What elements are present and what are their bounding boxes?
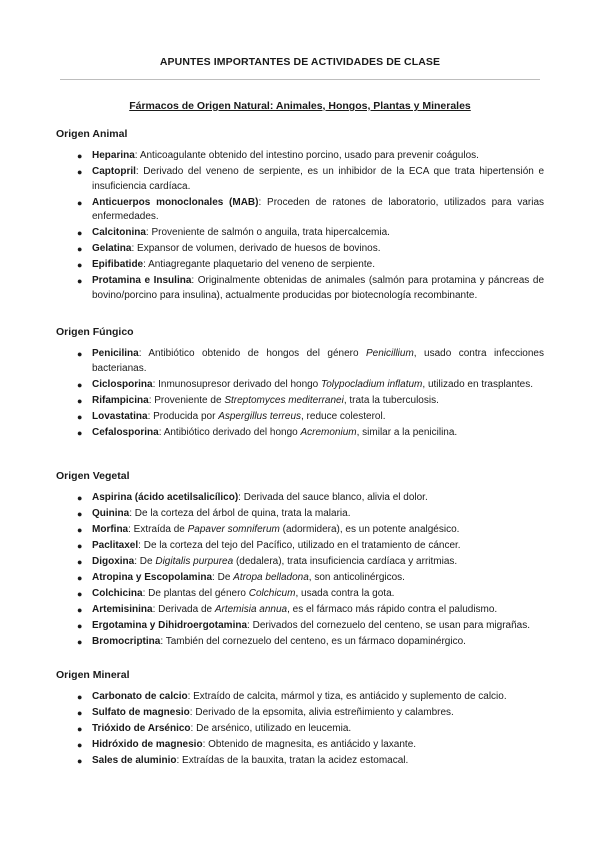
- drug-description: De la corteza del tejo del Pacífico, utilizado en el tratamiento de cáncer.: [143, 539, 461, 551]
- drug-name: Sulfato de magnesio: [92, 706, 190, 718]
- separator: :: [134, 150, 140, 161]
- bullet-icon: ●: [77, 260, 83, 271]
- drug-name: Digoxina: [92, 555, 135, 567]
- bullet-icon: ●: [77, 395, 83, 406]
- bullet-icon: ●: [77, 755, 83, 766]
- bullet-icon: ●: [77, 228, 83, 239]
- drug-description: , usado contra infecciones bacterianas.: [92, 348, 544, 374]
- separator: :: [129, 507, 135, 519]
- drug-description: , reduce colesterol.: [301, 410, 386, 422]
- drug-description: Antibiótico derivado del hongo: [163, 426, 301, 438]
- drug-name: Ergotamina y Dihidroergotamina: [92, 619, 248, 631]
- drug-description: Inmunosupresor derivado del hongo: [158, 378, 322, 390]
- separator: :: [138, 348, 149, 359]
- drug-description: (adormidera), es un potente analgésico.: [279, 523, 460, 535]
- drug-name: Quinina: [92, 507, 130, 519]
- drug-description: Obtenido de magnesita, es antiácido y laxante.: [208, 738, 417, 750]
- separator: :: [176, 754, 183, 766]
- separator: :: [202, 738, 209, 750]
- drug-description: Derivado del veneno de serpiente, es un inhibidor de la ECA que trata hipertensión e insuficiencia cardíaca.: [92, 165, 545, 192]
- bullet-icon: ●: [77, 276, 83, 287]
- drug-description: Antiagregante plaquetario del veneno de serpiente.: [148, 259, 375, 271]
- separator: :: [212, 571, 218, 583]
- list-item: [56, 690, 544, 705]
- section-origen-animal: [56, 128, 544, 305]
- bullet-icon: ●: [77, 588, 83, 599]
- drug-description: , usada contra la gota.: [295, 587, 395, 599]
- drug-name: Heparina: [92, 150, 135, 161]
- section-heading: Origen Animal: [56, 128, 128, 140]
- drug-description: También del cornezuelo del centeno, es un fármaco dopaminérgico.: [165, 635, 466, 647]
- drug-description: , es el fármaco más rápido contra el paludismo.: [287, 603, 498, 615]
- list-item: [56, 603, 544, 618]
- drug-description: De arsénico, utilizado en leucemia.: [196, 722, 352, 734]
- drug-description: De plantas del género: [148, 587, 249, 599]
- separator: :: [191, 275, 198, 287]
- drug-name: Anticuerpos monoclonales (MAB): [92, 196, 259, 208]
- bullet-icon: ●: [77, 244, 83, 255]
- section-origen-mineral: [56, 669, 544, 770]
- species-name: Artemisia annua: [214, 603, 288, 615]
- bullet-icon: ●: [77, 572, 83, 583]
- separator: :: [142, 587, 149, 599]
- separator: :: [158, 426, 164, 438]
- bullet-icon: ●: [77, 508, 83, 519]
- drug-description: Proveniente de: [154, 394, 225, 406]
- drug-name: Protamina e Insulina: [92, 275, 192, 287]
- list-item: [56, 226, 544, 241]
- bullet-icon: ●: [77, 524, 83, 535]
- bullet-icon: ●: [77, 379, 83, 390]
- bullet-icon: ●: [77, 540, 83, 551]
- bullet-icon: ●: [77, 349, 83, 359]
- drug-name: Hidróxido de magnesio: [92, 738, 203, 750]
- drug-description: Extraídas de la bauxita, tratan la acidez estomacal.: [182, 754, 409, 766]
- drug-description: Proceden de ratones de laboratorio, utilizados para varias enfermedades.: [92, 196, 545, 223]
- drug-name: Epifibatide: [92, 259, 144, 271]
- list-item: [56, 635, 544, 650]
- page-title: APUNTES IMPORTANTES DE ACTIVIDADES DE CLASE: [159, 56, 441, 68]
- bullet-icon: ●: [77, 620, 83, 631]
- separator: :: [152, 603, 159, 615]
- item-list: [56, 347, 544, 440]
- drug-name: Penicilina: [92, 348, 139, 359]
- drug-description: De: [217, 571, 234, 583]
- species-name: Acremonium: [300, 426, 357, 438]
- drug-description: Extraída de: [133, 523, 188, 535]
- page-subtitle: Fármacos de Origen Natural: Animales, Hongos, Plantas y Minerales: [129, 100, 471, 112]
- species-name: Aspergillus terreus: [218, 410, 301, 422]
- bullet-icon: ●: [77, 411, 83, 422]
- drug-name: Artemisinina: [92, 603, 153, 615]
- bullet-icon: ●: [77, 427, 83, 438]
- drug-name: Captopril: [92, 165, 136, 177]
- separator: :: [258, 196, 268, 208]
- list-item: [56, 754, 544, 769]
- list-item: [56, 722, 544, 737]
- separator: :: [145, 227, 152, 239]
- item-list: [56, 491, 544, 649]
- list-item: [56, 347, 544, 376]
- species-name: Streptomyces mediterranei: [224, 394, 344, 406]
- separator: :: [143, 259, 149, 271]
- drug-name: Sales de aluminio: [92, 754, 177, 766]
- list-item: [56, 738, 544, 753]
- drug-description: , son anticolinérgicos.: [308, 571, 405, 583]
- drug-description: De la corteza del árbol de quina, trata la malaria.: [134, 507, 351, 519]
- section-heading: Origen Fúngico: [56, 326, 134, 338]
- list-item: [56, 571, 544, 586]
- item-list: [56, 690, 544, 769]
- item-list: [56, 149, 544, 303]
- drug-description: Derivada de: [158, 603, 215, 615]
- drug-name: Atropina y Escopolamina: [92, 571, 213, 583]
- bullet-icon: ●: [77, 692, 83, 702]
- drug-description: Antibiótico obtenido de hongos del género: [148, 348, 366, 359]
- list-item: [56, 539, 544, 554]
- drug-description: Anticoagulante obtenido del intestino porcino, usado para prevenir coágulos.: [139, 150, 479, 161]
- separator: :: [160, 635, 166, 647]
- species-name: Papaver somniferum: [187, 523, 280, 535]
- drug-description: Originalmente obtenidas de animales (salmón para protamina y páncreas de bovino/porcino para insulina), actualmente producidas por biotecnología recombinante.: [92, 275, 545, 301]
- drug-name: Colchicina: [92, 587, 143, 599]
- separator: :: [147, 410, 154, 422]
- section-heading: Origen Vegetal: [56, 470, 130, 482]
- bullet-icon: ●: [77, 556, 83, 567]
- list-item: [56, 394, 544, 409]
- bullet-icon: ●: [77, 707, 83, 718]
- title-divider: [60, 79, 540, 80]
- bullet-icon: ●: [77, 739, 83, 750]
- separator: :: [134, 555, 140, 567]
- separator: :: [135, 165, 144, 177]
- section-origen-fungico: [56, 326, 544, 442]
- section-origen-vegetal: [56, 470, 544, 651]
- separator: :: [138, 539, 144, 551]
- species-name: Tolypocladium inflatum: [321, 378, 423, 390]
- bullet-icon: ●: [77, 723, 83, 734]
- separator: :: [189, 706, 196, 718]
- bullet-icon: ●: [77, 197, 83, 208]
- species-name: Atropa belladona: [233, 571, 309, 583]
- list-item: [56, 491, 544, 506]
- list-item: [56, 196, 544, 225]
- drug-name: Morfina: [92, 523, 129, 535]
- drug-description: Producida por: [153, 410, 219, 422]
- bullet-icon: ●: [77, 151, 83, 161]
- drug-name: Rifampicina: [92, 394, 149, 406]
- drug-name: Carbonato de calcio: [92, 691, 188, 702]
- drug-name: Lovastatina: [92, 410, 148, 422]
- list-item: [56, 242, 544, 257]
- separator: :: [187, 691, 194, 702]
- separator: :: [131, 243, 138, 255]
- separator: :: [247, 619, 253, 631]
- drug-description: De: [139, 555, 156, 567]
- bullet-icon: ●: [77, 166, 83, 177]
- drug-description: Derivado de la epsomita, alivia estreñimiento y calambres.: [195, 706, 454, 718]
- list-item: [56, 507, 544, 522]
- drug-description: , similar a la penicilina.: [356, 426, 458, 438]
- list-item: [56, 555, 544, 570]
- list-item: [56, 619, 544, 634]
- drug-name: Paclitaxel: [92, 539, 139, 551]
- list-item: [56, 258, 544, 273]
- drug-description: (dedalera), trata insuficiencia cardíaca y arritmias.: [233, 555, 458, 567]
- list-item: [56, 274, 544, 303]
- drug-description: , utilizado en trasplantes.: [422, 378, 534, 390]
- list-item: [56, 523, 544, 538]
- drug-description: Derivados del cornezuelo del centeno, se usan para migrañas.: [252, 619, 530, 631]
- list-item: [56, 378, 544, 393]
- species-name: Colchicum: [248, 587, 296, 599]
- separator: :: [190, 722, 197, 734]
- separator: :: [152, 378, 159, 390]
- species-name: Digitalis purpurea: [155, 555, 234, 567]
- list-item: [56, 165, 544, 194]
- drug-name: Calcitonina: [92, 227, 146, 239]
- list-item: [56, 149, 544, 164]
- drug-description: , trata la tuberculosis.: [343, 394, 439, 406]
- drug-name: Bromocriptina: [92, 635, 161, 647]
- list-item: [56, 706, 544, 721]
- separator: :: [238, 492, 244, 503]
- drug-name: Gelatina: [92, 243, 132, 255]
- section-heading: Origen Mineral: [56, 669, 130, 681]
- bullet-icon: ●: [77, 636, 83, 647]
- bullet-icon: ●: [77, 493, 83, 503]
- separator: :: [148, 394, 155, 406]
- drug-name: Trióxido de Arsénico: [92, 722, 191, 734]
- drug-description: Proveniente de salmón o anguila, trata hipercalcemia.: [151, 227, 390, 239]
- separator: :: [128, 523, 134, 535]
- species-name: Penicillium: [366, 348, 414, 359]
- bullet-icon: ●: [77, 604, 83, 615]
- drug-description: Extraído de calcita, mármol y tiza, es antiácido y suplemento de calcio.: [193, 691, 507, 702]
- drug-name: Cefalosporina: [92, 426, 159, 438]
- drug-name: Aspirina (ácido acetilsalicílico): [92, 492, 239, 503]
- list-item: [56, 587, 544, 602]
- list-item: [56, 426, 544, 441]
- drug-description: Expansor de volumen, derivado de huesos de bovinos.: [137, 243, 381, 255]
- list-item: [56, 410, 544, 425]
- drug-name: Ciclosporina: [92, 378, 153, 390]
- drug-description: Derivada del sauce blanco, alivia el dolor.: [243, 492, 428, 503]
